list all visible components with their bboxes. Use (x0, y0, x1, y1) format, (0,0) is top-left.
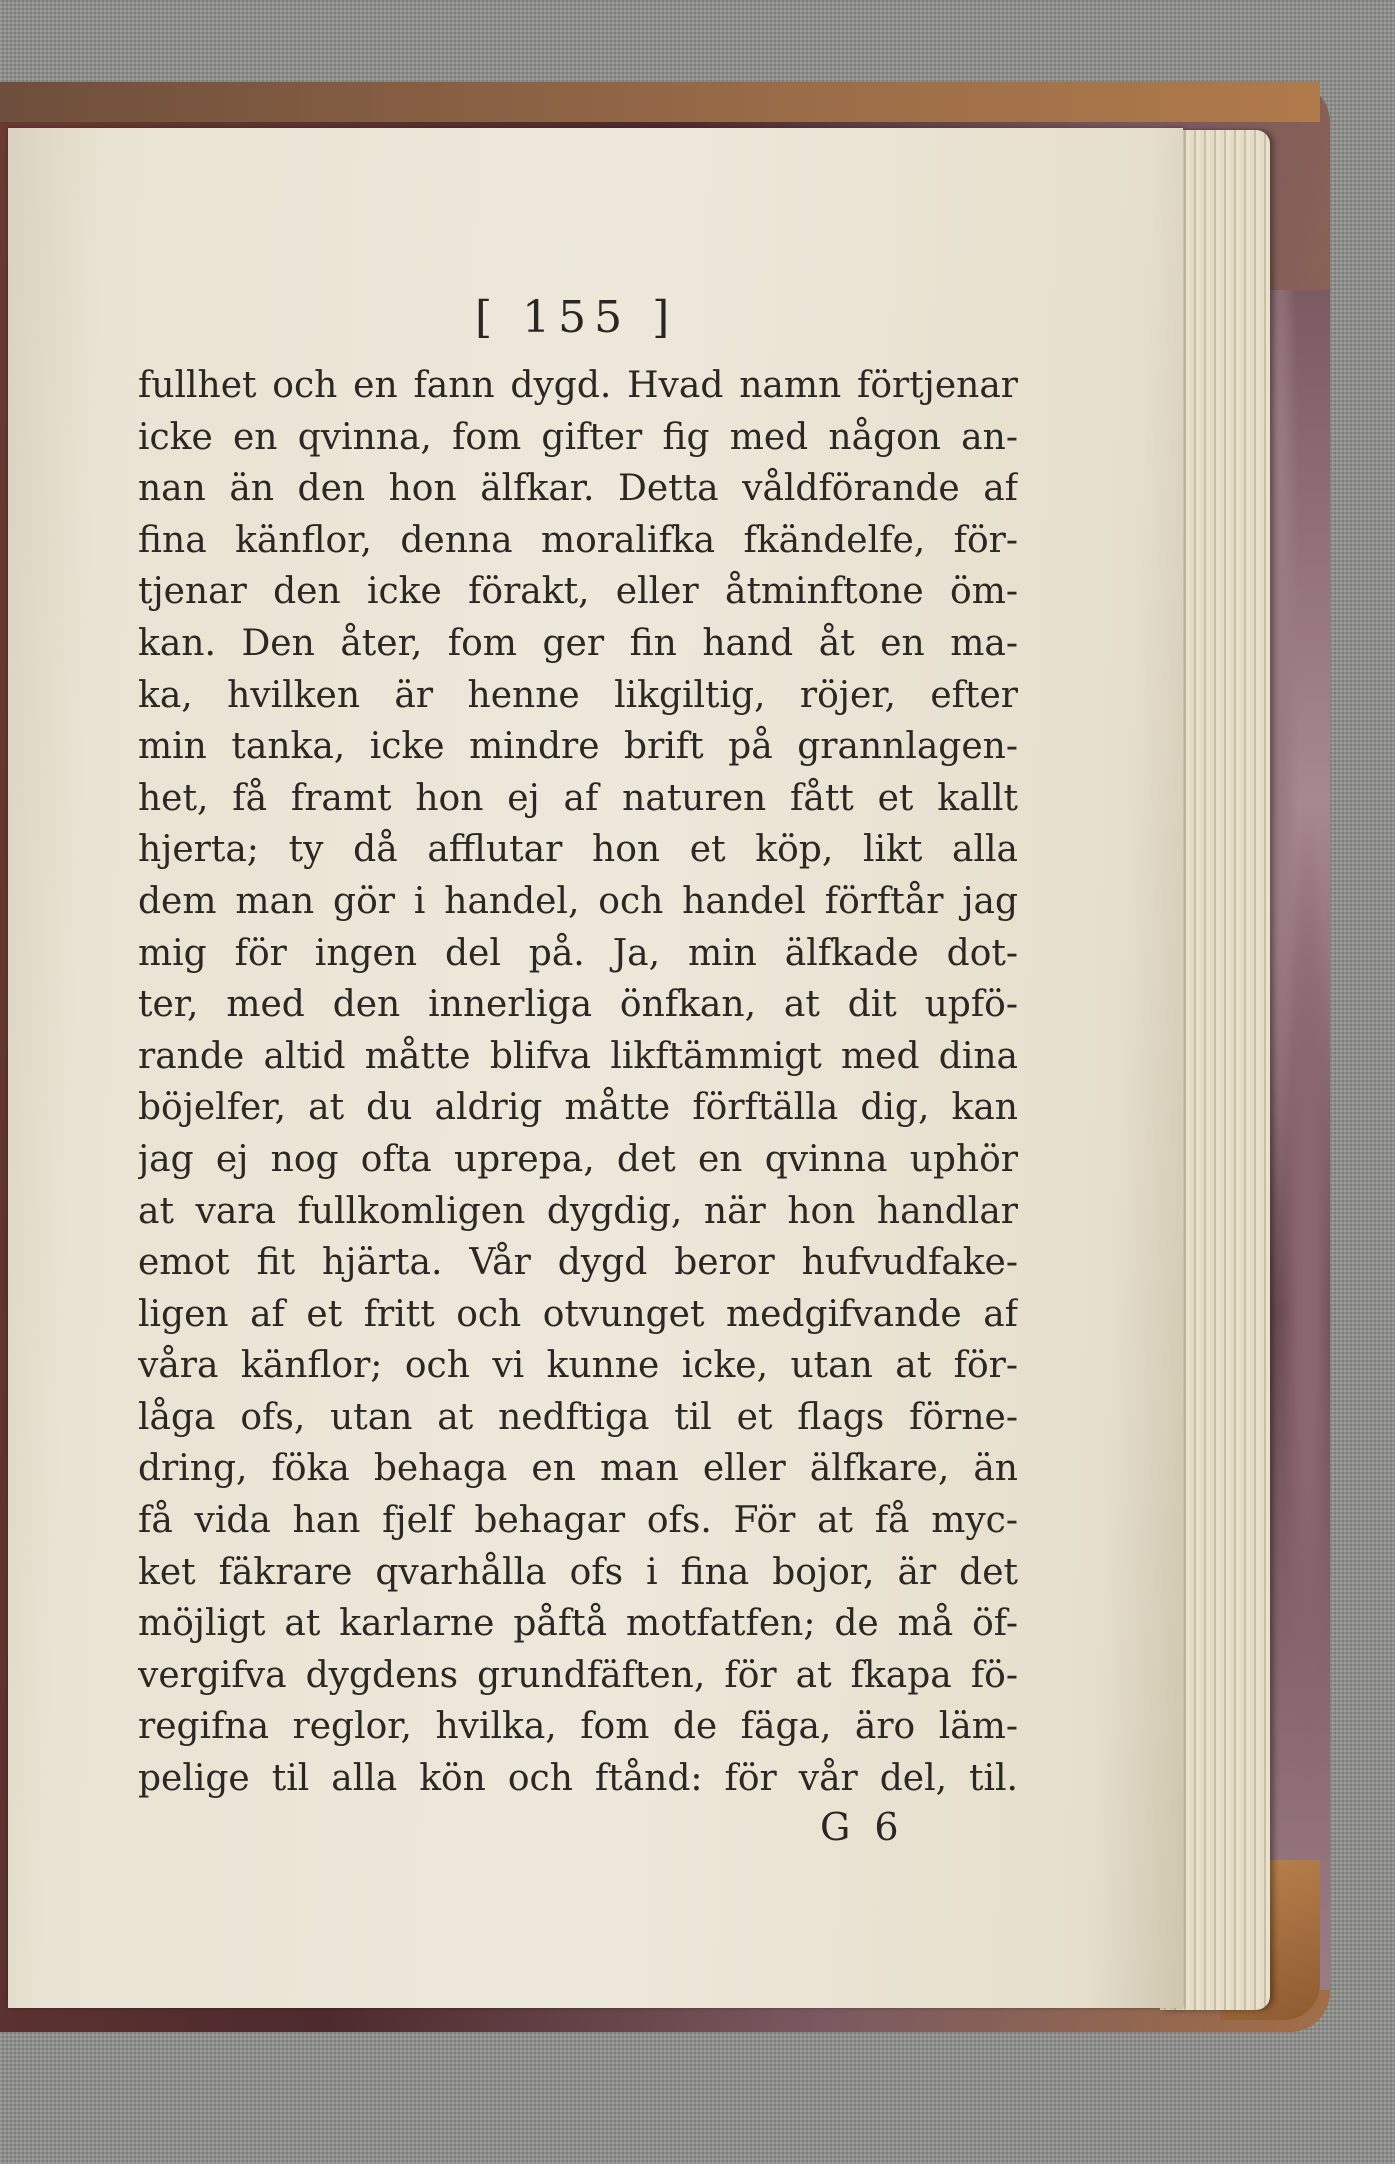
text-line: min tanka, icke mindre brift på grannlagen- (138, 726, 1018, 768)
text-line: få vida han fjelf behagar ofs. För at få myc- (138, 1500, 1018, 1542)
text-line: ligen af et fritt och otvunget medgifvande af (138, 1293, 1018, 1335)
text-line: jag ej nog ofta uprepa, det en qvinna uphör (138, 1138, 1018, 1180)
text-line: rande altid måtte blifva likftämmigt med dina (138, 1035, 1018, 1077)
text-line: emot fit hjärta. Vår dygd beror hufvudfake- (138, 1242, 1018, 1284)
text-line: ter, med den innerliga önfkan, at dit upfö- (138, 984, 1018, 1026)
body-text (138, 360, 1018, 1805)
text-line: ka, hvilken är henne likgiltig, röjer, efter (138, 674, 1018, 716)
text-line: icke en qvinna, fom gifter fig med någon an- (138, 416, 1018, 458)
page-number: [ 155 ] (475, 292, 678, 343)
text-line: het, få framt hon ej af naturen fått et kallt (138, 777, 1018, 819)
text-line: våra känflor; och vi kunne icke, utan at för- (138, 1345, 1018, 1387)
text-line: möjligt at karlarne påftå motfatfen; de må öf- (138, 1603, 1018, 1645)
cover-top-edge (0, 82, 1320, 122)
text-line: dem man gör i handel, och handel förftår jag (138, 880, 1018, 922)
text-line: hjerta; ty då afflutar hon et köp, likt alla (138, 829, 1018, 871)
text-line: fullhet och en fann dygd. Hvad namn förtjenar (138, 365, 1018, 406)
text-line: böjelfer, at du aldrig måtte förftälla dig, kan (138, 1087, 1018, 1129)
text-line: mig för ingen del på. Ja, min älfkade dot- (138, 932, 1018, 974)
text-line: regifna reglor, hvilka, fom de fäga, äro läm- (138, 1706, 1018, 1748)
text-line: tjenar den icke förakt, eller åtminftone öm- (138, 571, 1018, 613)
text-line: dring, föka behaga en man eller älfkare, än (138, 1448, 1018, 1490)
text-line: låga ofs, utan at nedftiga til et flags förne- (138, 1396, 1018, 1438)
text-line: nan än den hon älfkar. Detta våldförande af (138, 468, 1018, 510)
text-line: kan. Den åter, fom ger fin hand åt en ma- (138, 622, 1018, 664)
text-line: pelige til alla kön och ftånd: för vår del, til. (138, 1758, 1018, 1800)
signature-mark: G 6 (820, 1805, 905, 1849)
text-line: vergifva dygdens grundfäften, för at fkapa fö- (138, 1654, 1018, 1696)
text-line: fina känflor, denna moralifka fkändelfe, för- (138, 519, 1018, 561)
text-line: ket fäkrare qvarhålla ofs i fina bojor, är det (138, 1551, 1018, 1593)
text-line: at vara fullkomligen dygdig, när hon handlar (138, 1190, 1018, 1232)
